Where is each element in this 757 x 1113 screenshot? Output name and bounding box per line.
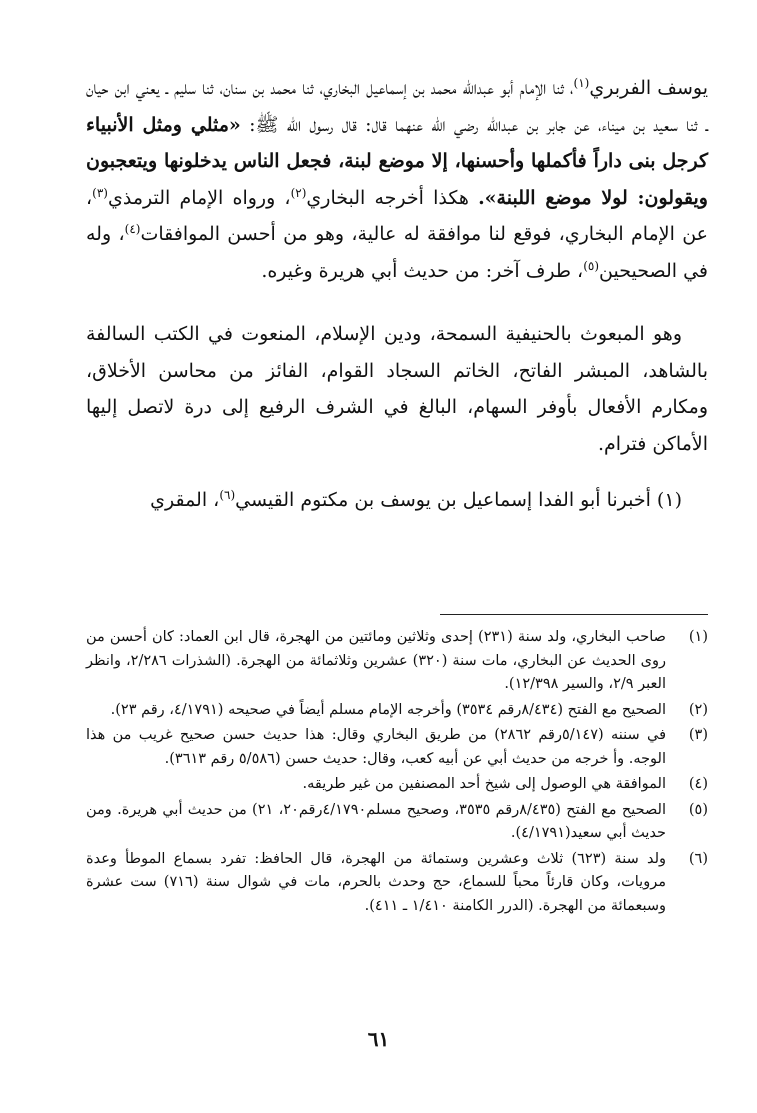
- page-number: ٦١: [367, 1027, 390, 1051]
- footnote-number: (٥): [688, 801, 708, 818]
- footnote-4: [86, 773, 708, 797]
- takhrij-text-4: ، وله في الصحيحين: [86, 223, 708, 282]
- takhrij-text-2: ، ورواه الإمام الترمذي: [107, 186, 291, 209]
- intro-text: يوسف الفربري: [589, 77, 708, 99]
- footnote-ref-6[interactable]: (٦): [219, 488, 236, 502]
- takhrij-text-1: هكذا أخرجه البخاري: [306, 186, 479, 209]
- footnote-number: (٣): [688, 727, 708, 743]
- footnote-text: الموافقة هي الوصول إلى شيخ أحد المصنفين من غير طريقه.: [302, 776, 666, 792]
- paragraph-gap: [86, 289, 708, 316]
- footnote-number: (٦): [688, 850, 708, 867]
- footnote-ref-1[interactable]: (١): [573, 76, 590, 90]
- footnote-number: (١): [688, 629, 708, 645]
- next-chain-tail: ، المقري: [150, 489, 220, 511]
- footnote-text: الصحيح مع الفتح (٨/٤٣٤رقم ٣٥٣٤) وأخرجه الإمام مسلم أيضاً في صحيحه (٤/١٧٩١، رقم ٢٣).: [110, 701, 666, 718]
- footnote-text: ولد سنة (٦٢٣) ثلاث وعشرين وستمائة من الهجرة، قال الحافظ: تفرد بسماع الموطأ وعدة مرويات، وكان قارئاً محباً للسماع، حج وحدث بالحرم، مات في شوال سنة (٧١٦) ست عشرة وسبعمائة من الهجرة. (الدرر الكامنة ١/٤١٠ ـ ٤١١).: [86, 850, 666, 914]
- footnote-ref-5[interactable]: (٥): [583, 258, 600, 273]
- takhrij-text-5: ، طرف آخر: من حديث أبي هريرة وغيره.: [261, 259, 584, 282]
- footnote-ref-2[interactable]: (٢): [290, 185, 307, 200]
- footnote-text: الصحيح مع الفتح (٨/٤٣٥رقم ٣٥٣٥، وصحيح مسلم٤/١٧٩٠رقم٢٠، ٢١) من حديث أبي هريرة. ومن حديث أبي سعيد(٤/١٧٩١).: [86, 801, 666, 841]
- main-text: [86, 70, 708, 519]
- footnote-number: (٢): [688, 701, 708, 718]
- footnote-3: [86, 724, 708, 771]
- footnote-separator: [440, 614, 708, 615]
- footnote-1: [86, 626, 708, 697]
- paragraph-hadith: [86, 70, 708, 289]
- footnotes: [86, 626, 708, 920]
- footnote-5: [86, 799, 708, 846]
- isnad-text: ، ثنا الإمام أبو عبدالله محمد بن إسماعيل البخاري، ثنا محمد بن سنان، ثنا سليم ـ يعني ابن حيان ـ ثنا سعيد بن ميناء، عن جابر بن عبدالله رضي الله عنهما قال: قال رسول الله ﷺ:: [86, 77, 709, 136]
- hadith-text: «مثلي ومثل الأنبياء كرجل بنى داراً فأكملها وأحسنها، إلا موضع لبنة، فجعل الناس يدخلونها ويتعجبون ويقولون: لولا موضع اللبنة».: [86, 113, 708, 209]
- footnote-2: [86, 699, 708, 723]
- paragraph-next-chain: [86, 482, 708, 519]
- footnote-6: [86, 848, 708, 919]
- footnote-ref-4[interactable]: (٤): [124, 222, 141, 236]
- footnote-text: في سننه (٥/١٤٧رقم ٢٨٦٢) من طريق البخاري وقال: هذا حديث حسن صحيح غريب من هذا الوجه. وأ خرجه من حديث أبي عن أبيه كعب، وقال: حديث حسن (٥/٥٨٦ رقم ٣٦١٣).: [86, 727, 666, 767]
- next-chain-text: (١) أخبرنا أبو الفدا إسماعيل بن يوسف بن مكتوم القيسي: [235, 489, 682, 511]
- paragraph-description: وهو المبعوث بالحنيفية السمحة، ودين الإسلام، المنعوت في الكتب السالفة بالشاهد، المبشر الفاتح، الخاتم السجاد القوام، الفائز من محاسن الأخلاق، ومكارم الأفعال بأوفر السهام، البالغ في الشرف الرفيع إلى درة لاتصل إليها الأماكن فترام.: [86, 323, 708, 455]
- paragraph-gap: [86, 462, 708, 482]
- takhrij-text-3: ، عن الإمام البخاري، فوقع لنا موافقة له عالية، وهو من أحسن الموافقات: [86, 186, 708, 245]
- footnote-text: صاحب البخاري، ولد سنة (٢٣١) إحدى وثلاثين ومائتين من الهجرة، قال ابن العماد: كان أحسن من روى الحديث عن البخاري، مات سنة (٣٢٠) عشرين وثلاثمائة من الهجرة. (الشذرات ٢/٢٨٦، وانظر العبر ٢/٩، والسير ١٢/٣٩٨).: [86, 629, 666, 692]
- footnote-number: (٤): [688, 776, 708, 792]
- footnote-ref-3[interactable]: (٣): [92, 185, 108, 200]
